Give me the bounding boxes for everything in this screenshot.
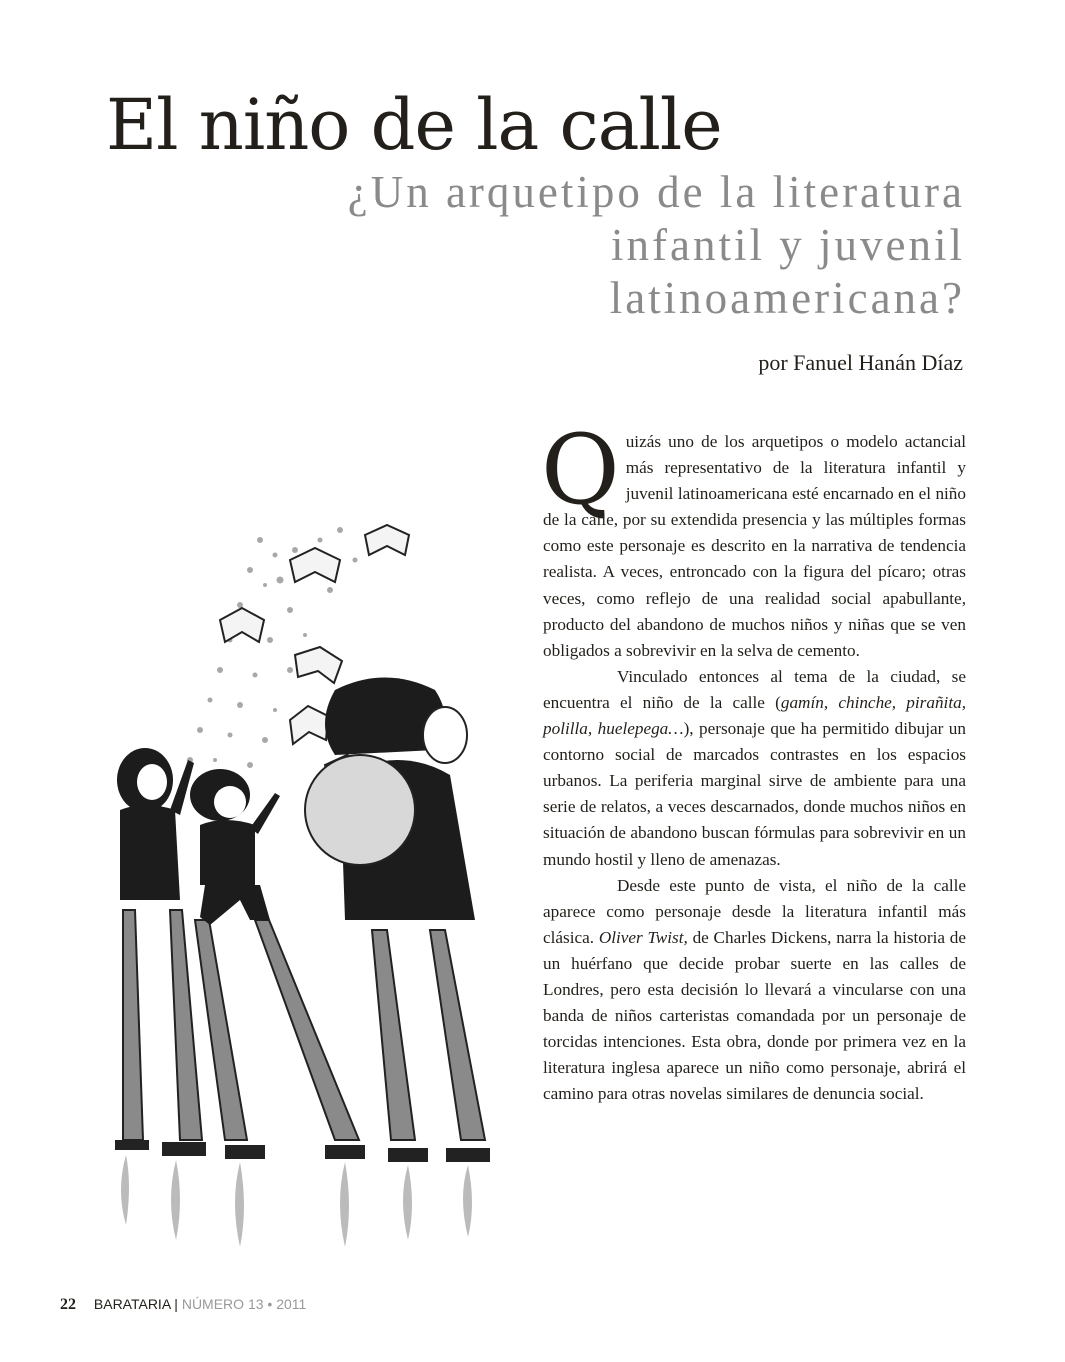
paint-drips: [121, 1155, 472, 1247]
article-body: [541, 414, 966, 1107]
book-title-oliver-twist: Oliver Twist,: [598, 927, 688, 947]
issue-number: NÚMERO 13: [181, 1296, 264, 1312]
footer-bullet: •: [267, 1296, 273, 1312]
paragraph-1: Quizás uno de los arquetipos o modelo actancial más representativo de la literatura infantil y juvenil latinoamericana esté encarnado en el niño de la calle, por su extendida presencia y las múltiples formas como este personaje es descrito en la narrativa de tendencia realista. A veces, entroncado con la figura del pícaro; otras veces, como reflejo de una realidad social apabullante, producto del abandono de muchos niños y niñas que se ven obligados a sobrevivir en la selva de cemento.: [541, 414, 966, 660]
author-byline: por Fanuel Hanán Díaz: [758, 350, 963, 375]
magazine-name: BARATARIA: [93, 1296, 171, 1312]
page-number: 22: [60, 1296, 76, 1313]
paragraph-3: Desde este punto de vista, el niño de la calle aparece como personaje desde la literatura infantil más clásica. Oliver Twist, de Charles Dickens, narra la historia de un huérfano que decide probar suerte en las calles de Londres, pero esta decisión lo llevará a vincularse con una banda de niños carteristas comandada por un personaje de torcidas intenciones. Esta obra, donde por primera vez en la literatura inglesa aparece un niño como personaje, abrirá el camino para otras novelas similares de denuncia social.: [543, 875, 966, 1104]
article-title: El niño de la calle: [106, 84, 722, 166]
page-footer: [60, 1296, 306, 1314]
child-with-sack: [305, 678, 475, 921]
children-on-stilts-illustration: [90, 510, 520, 1250]
issue-year: 2011: [276, 1296, 307, 1312]
footer-separator: |: [174, 1296, 178, 1312]
article-subtitle: ¿Un arquetipo de la literatura infantil y juvenil latinoamericana?: [347, 167, 965, 323]
slang-terms: gamín, chinche, pirañita, polilla, huelepega…: [543, 692, 966, 739]
drop-cap: Q: [541, 414, 620, 526]
stilts: [123, 910, 485, 1140]
stilt-feet: [115, 1140, 490, 1162]
paragraph-2: Vinculado entonces al tema de la ciudad, se encuentra el niño de la calle (gamín, chinche, pirañita, polilla, huelepega…), personaje que ha permitido dibujar un contorno social de marcados contrastes en los espacios urbanos. La periferia marginal sirve de ambiente para una serie de relatos, a veces descarnados, donde muchos niños en situación de abandono buscan fórmulas para sobrevivir en un mundo hostil y lleno de amenazas.: [543, 666, 966, 869]
child-girl-pointing: [117, 748, 194, 900]
child-boy-reaching: [190, 769, 280, 925]
